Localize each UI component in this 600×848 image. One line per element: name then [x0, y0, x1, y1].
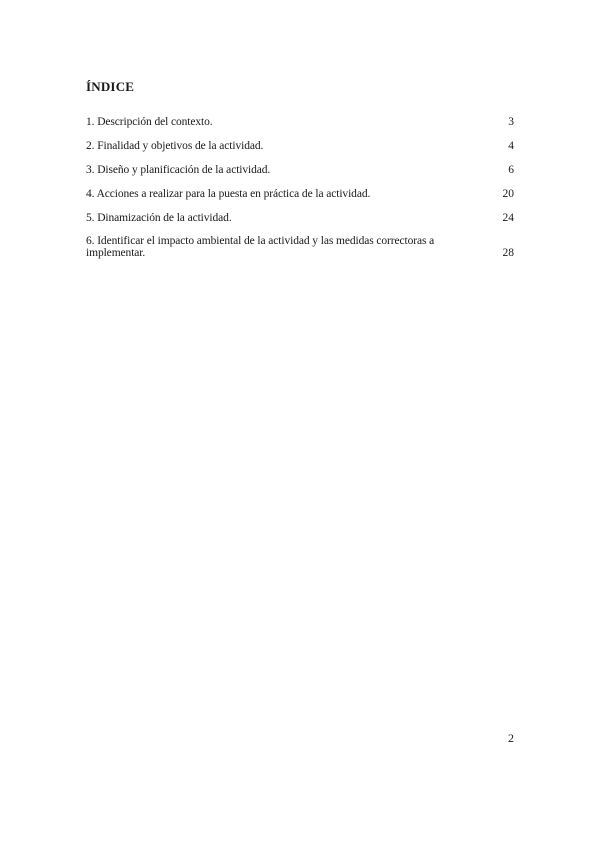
toc-entry-page: 24: [502, 212, 514, 224]
toc-entry-title: 1. Descripción del contexto.: [86, 116, 213, 128]
toc-entry-page: 20: [502, 188, 514, 200]
toc-entry-page: 4: [508, 140, 514, 152]
toc-heading: ÍNDICE: [86, 79, 135, 94]
toc-entry: [86, 140, 514, 152]
toc-entry: [86, 164, 514, 176]
toc-entry-page: 6: [508, 164, 514, 176]
toc-entry-title: 5. Dinamización de la actividad.: [86, 212, 232, 224]
toc-entry: [86, 116, 514, 128]
toc-entry: [86, 212, 514, 224]
table-of-contents: [86, 116, 514, 271]
toc-entry-title: 3. Diseño y planificación de la actividad.: [86, 164, 271, 176]
toc-entry-title: 6. Identificar el impacto ambiental de la actividad y las medidas correctoras a implementar.: [86, 235, 435, 259]
toc-entry-page: 28: [502, 247, 514, 259]
toc-entry-page: 3: [508, 116, 514, 128]
toc-entry-title: 4. Acciones a realizar para la puesta en práctica de la actividad.: [86, 188, 371, 200]
page-number: 2: [508, 731, 514, 745]
toc-entry: [86, 188, 514, 200]
toc-entry-title: 2. Finalidad y objetivos de la actividad.: [86, 140, 264, 152]
toc-entry: [86, 236, 514, 259]
